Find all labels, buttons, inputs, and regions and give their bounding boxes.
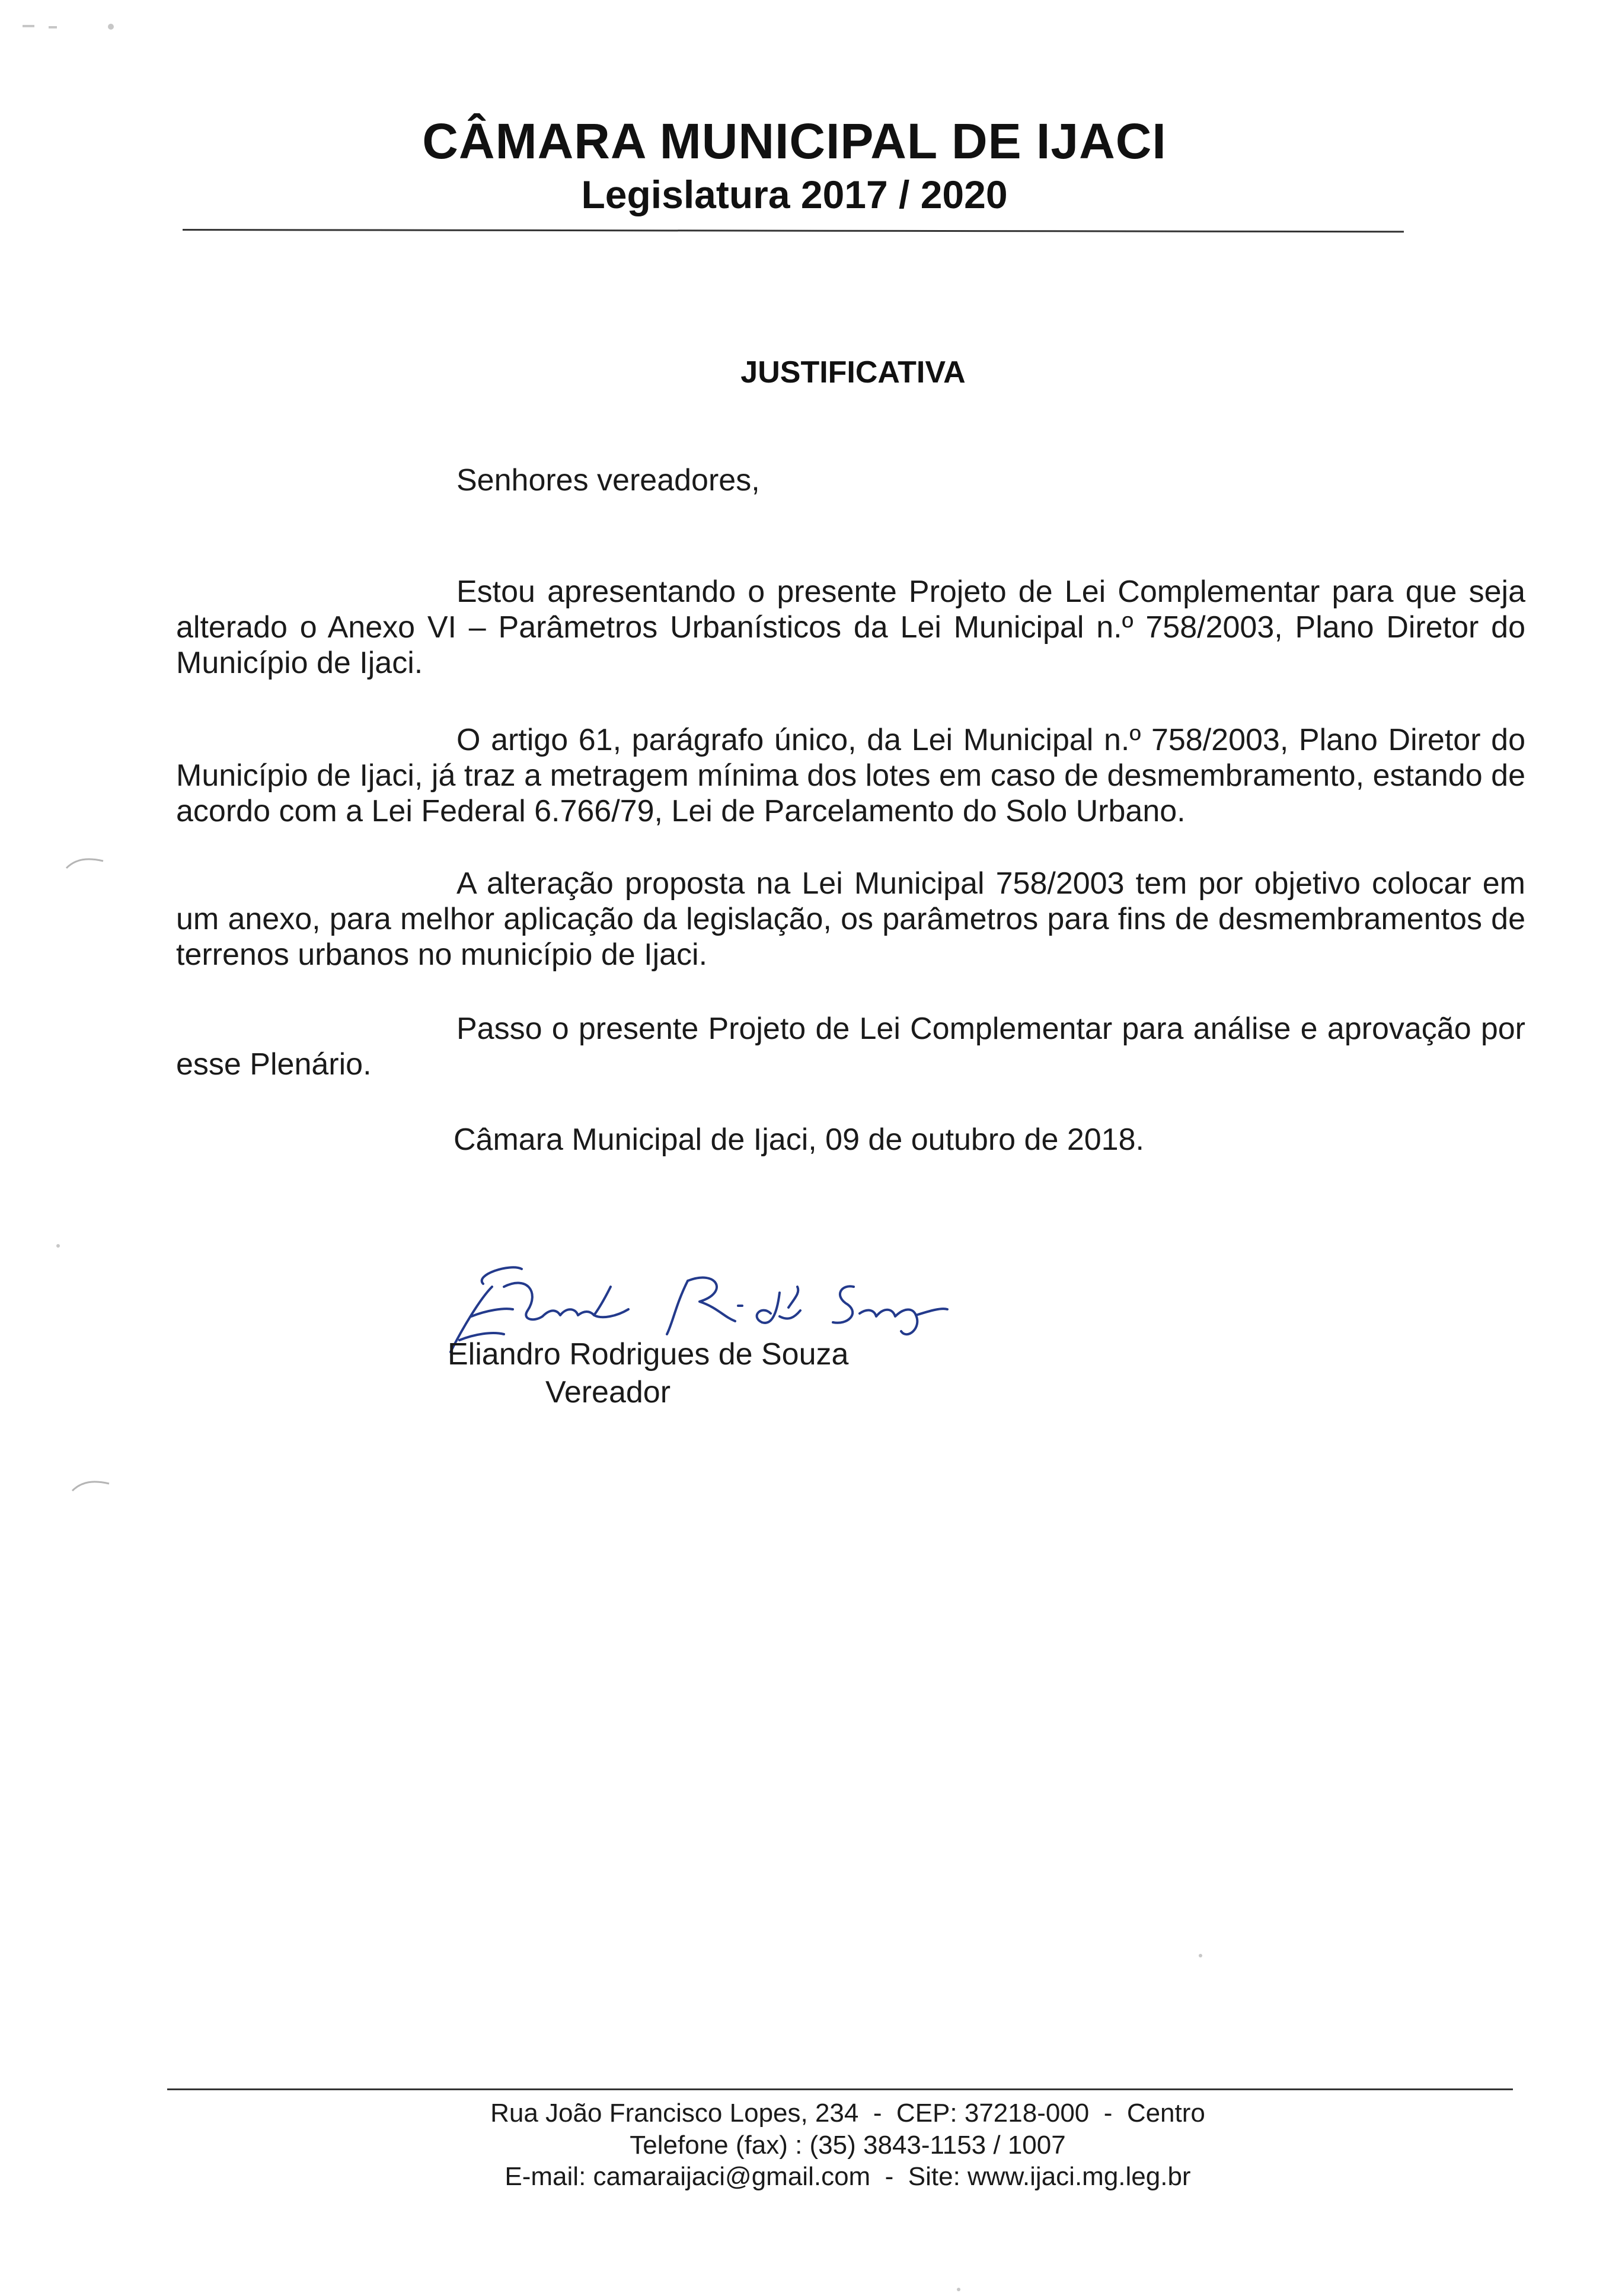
document-heading: JUSTIFICATIVA [740,355,966,390]
scan-speck [56,1244,60,1248]
footer-address: Rua João Francisco Lopes, 234 - CEP: 37218-000 - Centro [490,2099,1205,2128]
footer-phone: Telefone (fax) : (35) 3843-1153 / 1007 [630,2131,1066,2160]
paragraph-3: A alteração proposta na Lei Municipal 758/2003 tem por objetivo colocar em um anexo, para melhor aplicação da legislação, os parâmetros para fins de desmembramentos de terrenos urbanos no município de Ijaci. [176,866,1525,972]
scan-mark [64,854,106,872]
scan-speck [23,25,34,27]
legislature-period: Legislatura 2017 / 2020 [581,173,1008,216]
scan-speck [1199,1954,1202,1957]
chamber-name: CÂMARA MUNICIPAL DE IJACI [422,113,1167,169]
paragraph-2: O artigo 61, parágrafo único, da Lei Municipal n.º 758/2003, Plano Diretor do Município de Ijaci, já traz a metragem mínima dos lotes em caso de desmembramento, estando de acordo com a Lei Federal 6.766/79, Lei de Parcelamento do Solo Urbano. [176,723,1525,828]
scan-mark [70,1477,111,1494]
scan-speck [108,24,114,30]
signer-name: Eliandro Rodrigues de Souza [448,1337,849,1372]
paragraph-1: Estou apresentando o presente Projeto de Lei Complementar para que seja alterado o Anexo VI – Parâmetros Urbanísticos da Lei Municipal n.º 758/2003, Plano Diretor do Município de Ijaci. [176,575,1525,680]
closing-place-date: Câmara Municipal de Ijaci, 09 de outubro de 2018. [454,1123,1144,1157]
footer-contact: E-mail: camaraijaci@gmail.com - Site: www.ijaci.mg.leg.br [505,2162,1191,2191]
signer-role: Vereador [545,1375,671,1410]
scan-speck [49,26,57,28]
paragraph-4: Passo o presente Projeto de Lei Complementar para análise e aprovação por esse Plenário. [176,1012,1525,1082]
footer-divider [167,2088,1513,2090]
header-divider [183,229,1404,232]
scan-speck [957,2288,960,2291]
salutation: Senhores vereadores, [456,463,760,498]
